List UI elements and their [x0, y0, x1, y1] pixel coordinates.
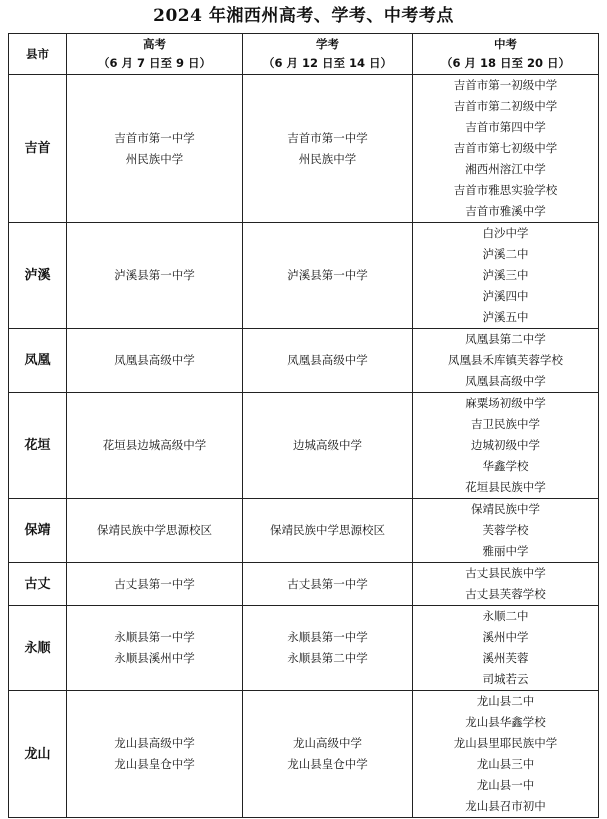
table-body [9, 75, 599, 818]
zhongkao-venue: 凤凰县禾库镇芙蓉学校 [448, 353, 563, 367]
table-row [9, 223, 599, 329]
table-row [9, 499, 599, 563]
county-cell: 泸溪 [9, 223, 67, 329]
gaokao-venue: 永顺县第一中学 [114, 630, 195, 644]
header-zhongkao [413, 34, 599, 75]
xuekao-venue: 保靖民族中学思源校区 [270, 523, 385, 537]
header-county: 县市 [9, 34, 67, 75]
zhongkao-venue: 龙山县召市初中 [465, 799, 546, 813]
table-row [9, 75, 599, 223]
zhongkao-venue: 白沙中学 [482, 226, 529, 240]
xuekao-venue: 凤凰县高级中学 [287, 353, 368, 367]
county-cell: 花垣 [9, 393, 67, 499]
zhongkao-venue: 麻粟场初级中学 [465, 396, 546, 410]
page-title: 2024 年湘西州高考、学考、中考考点 [153, 6, 454, 26]
zhongkao-venue: 溪州中学 [482, 630, 529, 644]
zhongkao-venue: 龙山县里耶民族中学 [453, 736, 558, 750]
zhongkao-venue: 古丈县民族中学 [465, 566, 546, 580]
zhongkao-venue: 泸溪四中 [482, 289, 529, 303]
header-gaokao [67, 34, 243, 75]
xuekao-venue: 古丈县第一中学 [287, 576, 368, 591]
gaokao-cell [67, 499, 243, 563]
zhongkao-venue: 溪州芙蓉 [482, 651, 529, 665]
gaokao-cell [67, 563, 243, 606]
xuekao-cell [243, 329, 413, 393]
gaokao-cell [67, 223, 243, 329]
zhongkao-cell [413, 606, 599, 691]
xuekao-cell [243, 606, 413, 691]
xuekao-cell [243, 691, 413, 818]
header-zhongkao-name: 中考 [494, 37, 517, 51]
gaokao-venue: 泸溪县第一中学 [114, 268, 195, 282]
header-xuekao-dates: （6 月 12 日至 14 日） [262, 56, 393, 70]
header-xuekao [243, 34, 413, 75]
gaokao-venue: 凤凰县高级中学 [114, 353, 195, 367]
zhongkao-cell [413, 75, 599, 223]
zhongkao-cell [413, 223, 599, 329]
county-cell: 龙山 [9, 691, 67, 818]
zhongkao-venue: 吉首市第七初级中学 [453, 141, 558, 155]
xuekao-cell [243, 393, 413, 499]
zhongkao-venue: 凤凰县高级中学 [465, 374, 546, 388]
gaokao-venue: 州民族中学 [125, 151, 184, 166]
gaokao-venue: 保靖民族中学思源校区 [97, 523, 212, 537]
zhongkao-cell [413, 563, 599, 606]
zhongkao-venue: 司城若云 [482, 672, 529, 686]
zhongkao-venue: 吉首市第四中学 [465, 120, 546, 134]
zhongkao-venue: 龙山县一中 [476, 778, 535, 792]
xuekao-venue: 永顺县第一中学 [287, 630, 368, 644]
gaokao-cell [67, 393, 243, 499]
xuekao-venue: 州民族中学 [298, 151, 357, 166]
table-row [9, 393, 599, 499]
gaokao-venue: 龙山县皇仓中学 [114, 757, 195, 771]
zhongkao-cell [413, 499, 599, 563]
zhongkao-venue: 永顺二中 [482, 609, 529, 623]
zhongkao-cell [413, 393, 599, 499]
xuekao-venue: 泸溪县第一中学 [287, 268, 368, 282]
xuekao-cell [243, 563, 413, 606]
zhongkao-venue: 龙山县二中 [476, 694, 535, 708]
county-cell: 凤凰 [9, 329, 67, 393]
table-row [9, 606, 599, 691]
table-row [9, 563, 599, 606]
gaokao-venue: 花垣县边城高级中学 [102, 438, 207, 452]
zhongkao-venue: 吉首市雅思实验学校 [453, 183, 558, 197]
header-gaokao-dates: （6 月 7 日至 9 日） [97, 56, 212, 70]
header-gaokao-name: 高考 [143, 37, 166, 51]
gaokao-venue: 古丈县第一中学 [114, 576, 195, 591]
zhongkao-venue: 龙山县三中 [476, 757, 535, 771]
gaokao-venue: 永顺县溪州中学 [114, 651, 195, 665]
table-row [9, 691, 599, 818]
header-zhongkao-dates: （6 月 18 日至 20 日） [440, 56, 571, 70]
county-cell: 古丈 [9, 563, 67, 606]
xuekao-venue: 永顺县第二中学 [287, 651, 368, 665]
header-xuekao-name: 学考 [316, 37, 339, 51]
zhongkao-venue: 吉首市雅溪中学 [465, 204, 546, 218]
zhongkao-cell [413, 691, 599, 818]
gaokao-cell [67, 691, 243, 818]
gaokao-cell [67, 329, 243, 393]
zhongkao-venue: 湘西州溶江中学 [465, 162, 546, 176]
xuekao-cell [243, 499, 413, 563]
zhongkao-venue: 古丈县芙蓉学校 [465, 587, 546, 601]
zhongkao-venue: 泸溪二中 [482, 247, 529, 261]
xuekao-venue: 边城高级中学 [293, 438, 362, 452]
zhongkao-venue: 花垣县民族中学 [465, 480, 546, 494]
gaokao-cell [67, 606, 243, 691]
county-cell: 永顺 [9, 606, 67, 691]
zhongkao-cell [413, 329, 599, 393]
zhongkao-venue: 雅丽中学 [482, 544, 529, 558]
county-cell: 吉首 [9, 75, 67, 223]
zhongkao-venue: 芙蓉学校 [482, 523, 529, 537]
xuekao-cell [243, 75, 413, 223]
xuekao-venue: 龙山县皇仓中学 [287, 757, 368, 771]
zhongkao-venue: 边城初级中学 [471, 438, 540, 452]
xuekao-cell [243, 223, 413, 329]
zhongkao-venue: 龙山县华鑫学校 [465, 715, 546, 729]
xuekao-venue: 龙山高级中学 [293, 736, 362, 750]
zhongkao-venue: 吉首市第一初级中学 [453, 78, 558, 92]
gaokao-venue: 龙山县高级中学 [114, 736, 195, 750]
zhongkao-venue: 凤凰县第二中学 [465, 332, 546, 346]
zhongkao-venue: 泸溪三中 [482, 268, 529, 282]
xuekao-venue: 吉首市第一中学 [287, 130, 368, 145]
county-cell: 保靖 [9, 499, 67, 563]
zhongkao-venue: 吉卫民族中学 [471, 417, 540, 431]
zhongkao-venue: 华鑫学校 [482, 459, 529, 473]
table-row [9, 329, 599, 393]
zhongkao-venue: 泸溪五中 [482, 310, 529, 324]
exam-venues-table [8, 33, 599, 818]
gaokao-cell [67, 75, 243, 223]
table-header-row [9, 34, 599, 75]
zhongkao-venue: 保靖民族中学 [471, 502, 540, 516]
zhongkao-venue: 吉首市第二初级中学 [453, 99, 558, 113]
gaokao-venue: 吉首市第一中学 [114, 130, 195, 145]
